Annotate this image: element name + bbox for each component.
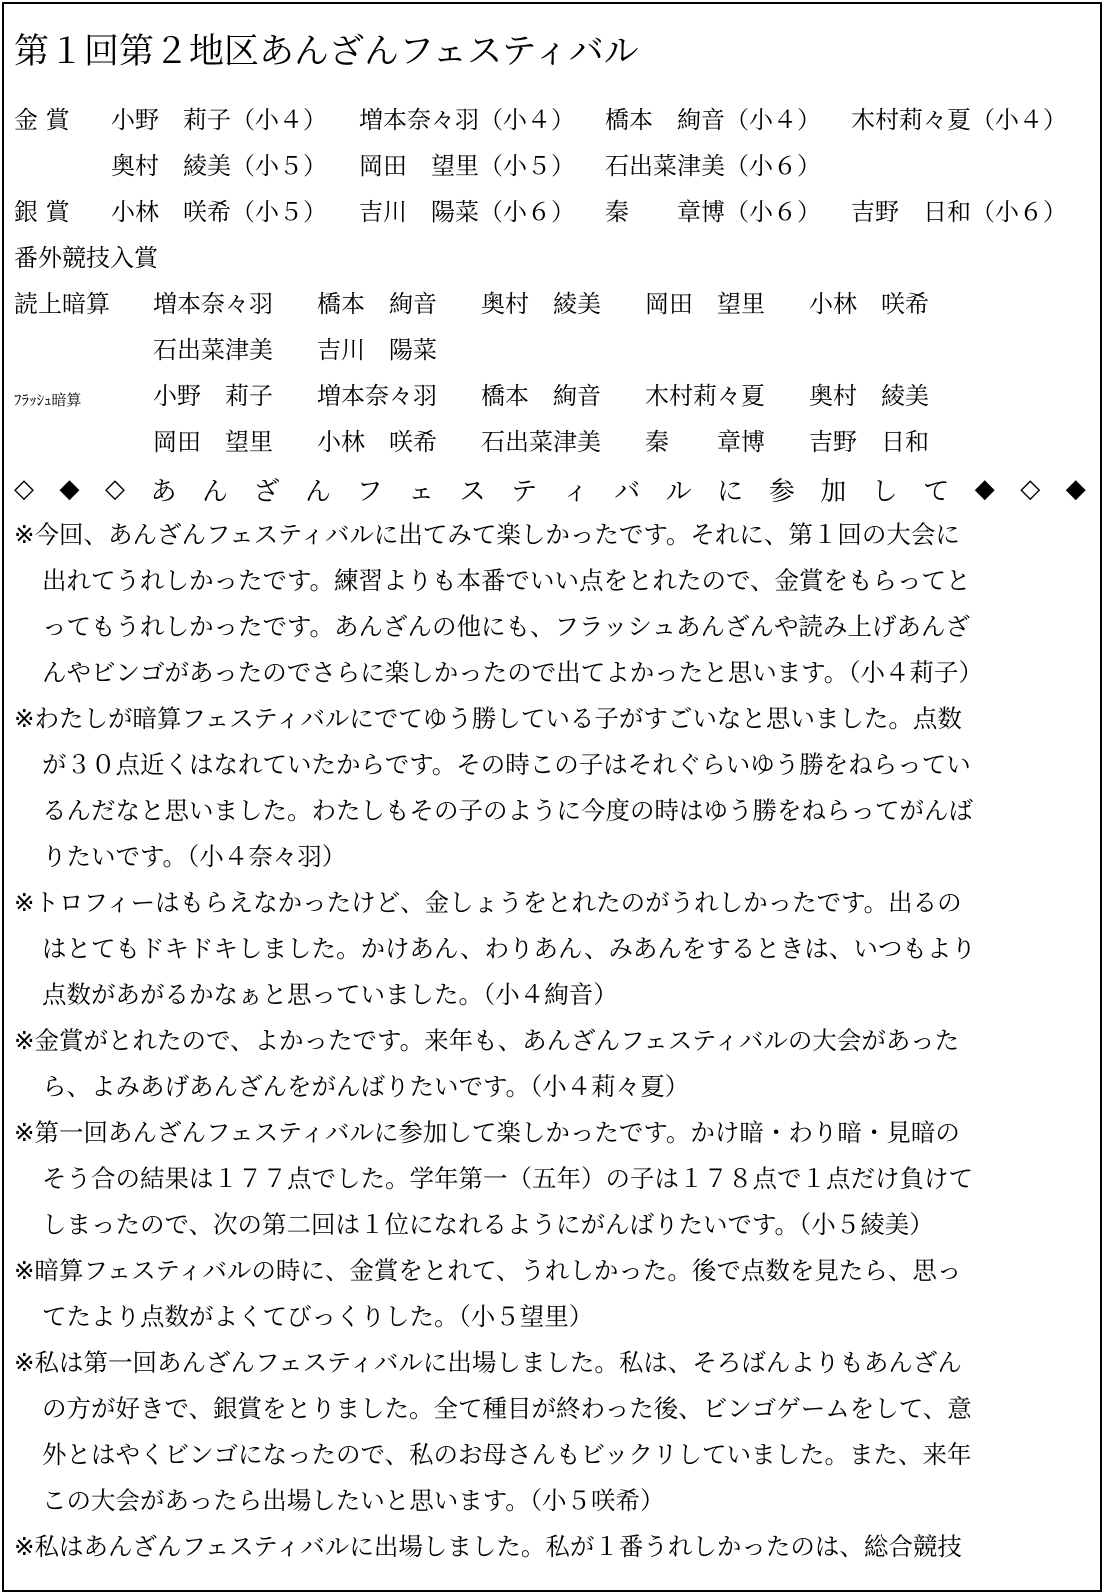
- comment-block: [14, 1340, 1089, 1524]
- comment-line: ※暗算フェスティバルの時に、金賞をとれて、うれしかった。後で点数を見たら、思っ: [14, 1256, 962, 1285]
- gold-award-label: 金 賞: [14, 106, 70, 134]
- award-entry: 小林 咲希（小５）: [111, 198, 327, 226]
- document-page: [2, 2, 1102, 1592]
- heading-char: ◆: [974, 474, 995, 504]
- award-entry: 秦 章博（小６）: [605, 198, 821, 226]
- comment-line: てたより点数がよくてびっくりした。（小５望里）: [42, 1302, 594, 1331]
- comment-line: ※第一回あんざんフェスティバルに参加して楽しかったです。かけ暗・わり暗・見暗の: [14, 1118, 960, 1147]
- comment-line: しまったので、次の第二回は１位になれるようにがんばりたいです。（小５綾美）: [42, 1210, 934, 1239]
- heading-char: ェ: [408, 476, 435, 507]
- award-entry: 石出菜津美（小６）: [605, 152, 821, 180]
- comment-line: りたいです。（小４奈々羽）: [42, 842, 347, 871]
- heading-char: ◇: [14, 474, 34, 504]
- award-entry: 岡田 望里: [645, 290, 765, 318]
- comment-line: 外とはやくビンゴになったので、私のお母さんもビックリしていました。また、来年: [42, 1440, 972, 1469]
- comment-line: るんだなと思いました。わたしもその子のように今度の時はゆう勝をねらってがんば: [42, 796, 973, 825]
- comment-block: [14, 696, 1089, 880]
- comment-block: [14, 512, 1089, 696]
- award-entry: 吉川 陽菜（小６）: [359, 198, 575, 226]
- award-entry: 吉川 陽菜: [317, 336, 437, 364]
- heading-char: 加: [820, 476, 847, 507]
- award-entry: 吉野 日和: [809, 428, 929, 456]
- award-entry: 増本奈々羽: [317, 382, 437, 410]
- comment-line: ら、よみあげあんざんをがんばりたいです。（小４莉々夏）: [42, 1072, 690, 1101]
- award-entry: 橋本 絢音: [317, 290, 437, 318]
- comment-line: ※私はあんざんフェスティバルに出場しました。私が１番うれしかったのは、総合競技: [14, 1532, 962, 1561]
- heading-char: ィ: [562, 476, 589, 507]
- award-entry: 木村莉々夏（小４）: [851, 106, 1067, 134]
- comment-line: ※わたしが暗算フェスティバルにでてゆう勝している子がすごいなと思いました。点数: [14, 704, 962, 733]
- heading-char: ◇: [1020, 474, 1041, 504]
- award-entry: 石出菜津美: [153, 336, 273, 364]
- comment-line: この大会があったら出場したいと思います。（小５咲希）: [42, 1486, 665, 1515]
- comment-line: んやビンゴがあったのでさらに楽しかったので出てよかったと思います。（小４莉子）: [42, 658, 984, 687]
- heading-char: フ: [356, 476, 383, 507]
- document-title: 第１回第２地区あんざんフェスティバル: [14, 32, 639, 72]
- award-entry: 増本奈々羽: [153, 290, 273, 318]
- comment-block: [14, 1110, 1089, 1248]
- award-entry: 橋本 絢音: [481, 382, 601, 410]
- comment-line: 点数があがるかなぁと思っていました。（小４絢音）: [42, 980, 618, 1009]
- heading-char: あ: [150, 476, 177, 507]
- award-entry: 小林 咲希: [317, 428, 437, 456]
- heading-char: 参: [768, 476, 795, 507]
- award-entry: 橋本 絢音（小４）: [605, 106, 821, 134]
- comment-block: [14, 1248, 1089, 1340]
- comment-line: ※金賞がとれたので、よかったです。来年も、あんざんフェスティバルの大会があった: [14, 1026, 960, 1055]
- silver-award-label: 銀 賞: [14, 198, 70, 226]
- award-entry: 奥村 綾美: [809, 382, 929, 410]
- comment-line: はとてもドキドキしました。かけあん、わりあん、みあんをするときは、いつもより: [42, 934, 976, 963]
- award-entry: 小野 莉子: [153, 382, 273, 410]
- award-entry: 奥村 綾美: [481, 290, 601, 318]
- flash-award-label: ﾌﾗｯｼｭ暗算: [14, 391, 82, 409]
- extra-awards-heading: 番外競技入賞: [14, 244, 158, 272]
- section-heading: [14, 474, 1086, 507]
- heading-char: ル: [665, 476, 692, 507]
- award-entry: 岡田 望里: [153, 428, 273, 456]
- heading-char: ん: [202, 476, 229, 507]
- comment-line: が３０点近くはなれていたからです。その時この子はそれぐらいゆう勝をねらってい: [42, 750, 971, 779]
- heading-char: ん: [305, 476, 332, 507]
- heading-char: ◆: [1065, 474, 1086, 504]
- reading-award-label: 読上暗算: [14, 290, 110, 318]
- award-entry: 岡田 望里（小５）: [359, 152, 575, 180]
- heading-char: ス: [459, 476, 486, 507]
- heading-char: テ: [511, 476, 538, 507]
- comment-block: [14, 1018, 1089, 1110]
- award-entry: 秦 章博: [645, 428, 765, 456]
- heading-char: ◇: [105, 474, 125, 504]
- comment-line: 出れてうれしかったです。練習よりも本番でいい点をとれたので、金賞をもらってと: [42, 566, 971, 595]
- award-entry: 小林 咲希: [809, 290, 929, 318]
- comment-line: そう合の結果は１７７点でした。学年第一（五年）の子は１７８点で１点だけ負けて: [42, 1164, 973, 1193]
- award-entry: 増本奈々羽（小４）: [359, 106, 575, 134]
- comment-line: ※私は第一回あんざんフェスティバルに出場しました。私は、そろばんよりもあんざん: [14, 1348, 962, 1377]
- heading-char: て: [923, 476, 950, 507]
- heading-char: に: [717, 476, 744, 507]
- comment-line: ってもうれしかったです。あんざんの他にも、フラッシュあんざんや読み上げあんざ: [42, 612, 971, 641]
- comment-line: の方が好きで、銀賞をとりました。全て種目が終わった後、ビンゴゲームをして、意: [42, 1394, 972, 1423]
- comment-line: ※今回、あんざんフェスティバルに出てみて楽しかったです。それに、第１回の大会に: [14, 520, 960, 549]
- comment-block: [14, 1524, 1089, 1570]
- award-entry: 奥村 綾美（小５）: [111, 152, 327, 180]
- comment-line: ※トロフィーはもらえなかったけど、金しょうをとれたのがうれしかったです。出るの: [14, 888, 962, 917]
- award-entry: 吉野 日和（小６）: [851, 198, 1067, 226]
- heading-char: し: [871, 476, 898, 507]
- heading-char: ざ: [253, 476, 280, 507]
- award-entry: 石出菜津美: [481, 428, 601, 456]
- award-entry: 木村莉々夏: [645, 382, 765, 410]
- heading-char: バ: [614, 476, 641, 507]
- award-entry: 小野 莉子（小４）: [111, 106, 327, 134]
- heading-char: ◆: [59, 474, 80, 504]
- comment-block: [14, 880, 1089, 1018]
